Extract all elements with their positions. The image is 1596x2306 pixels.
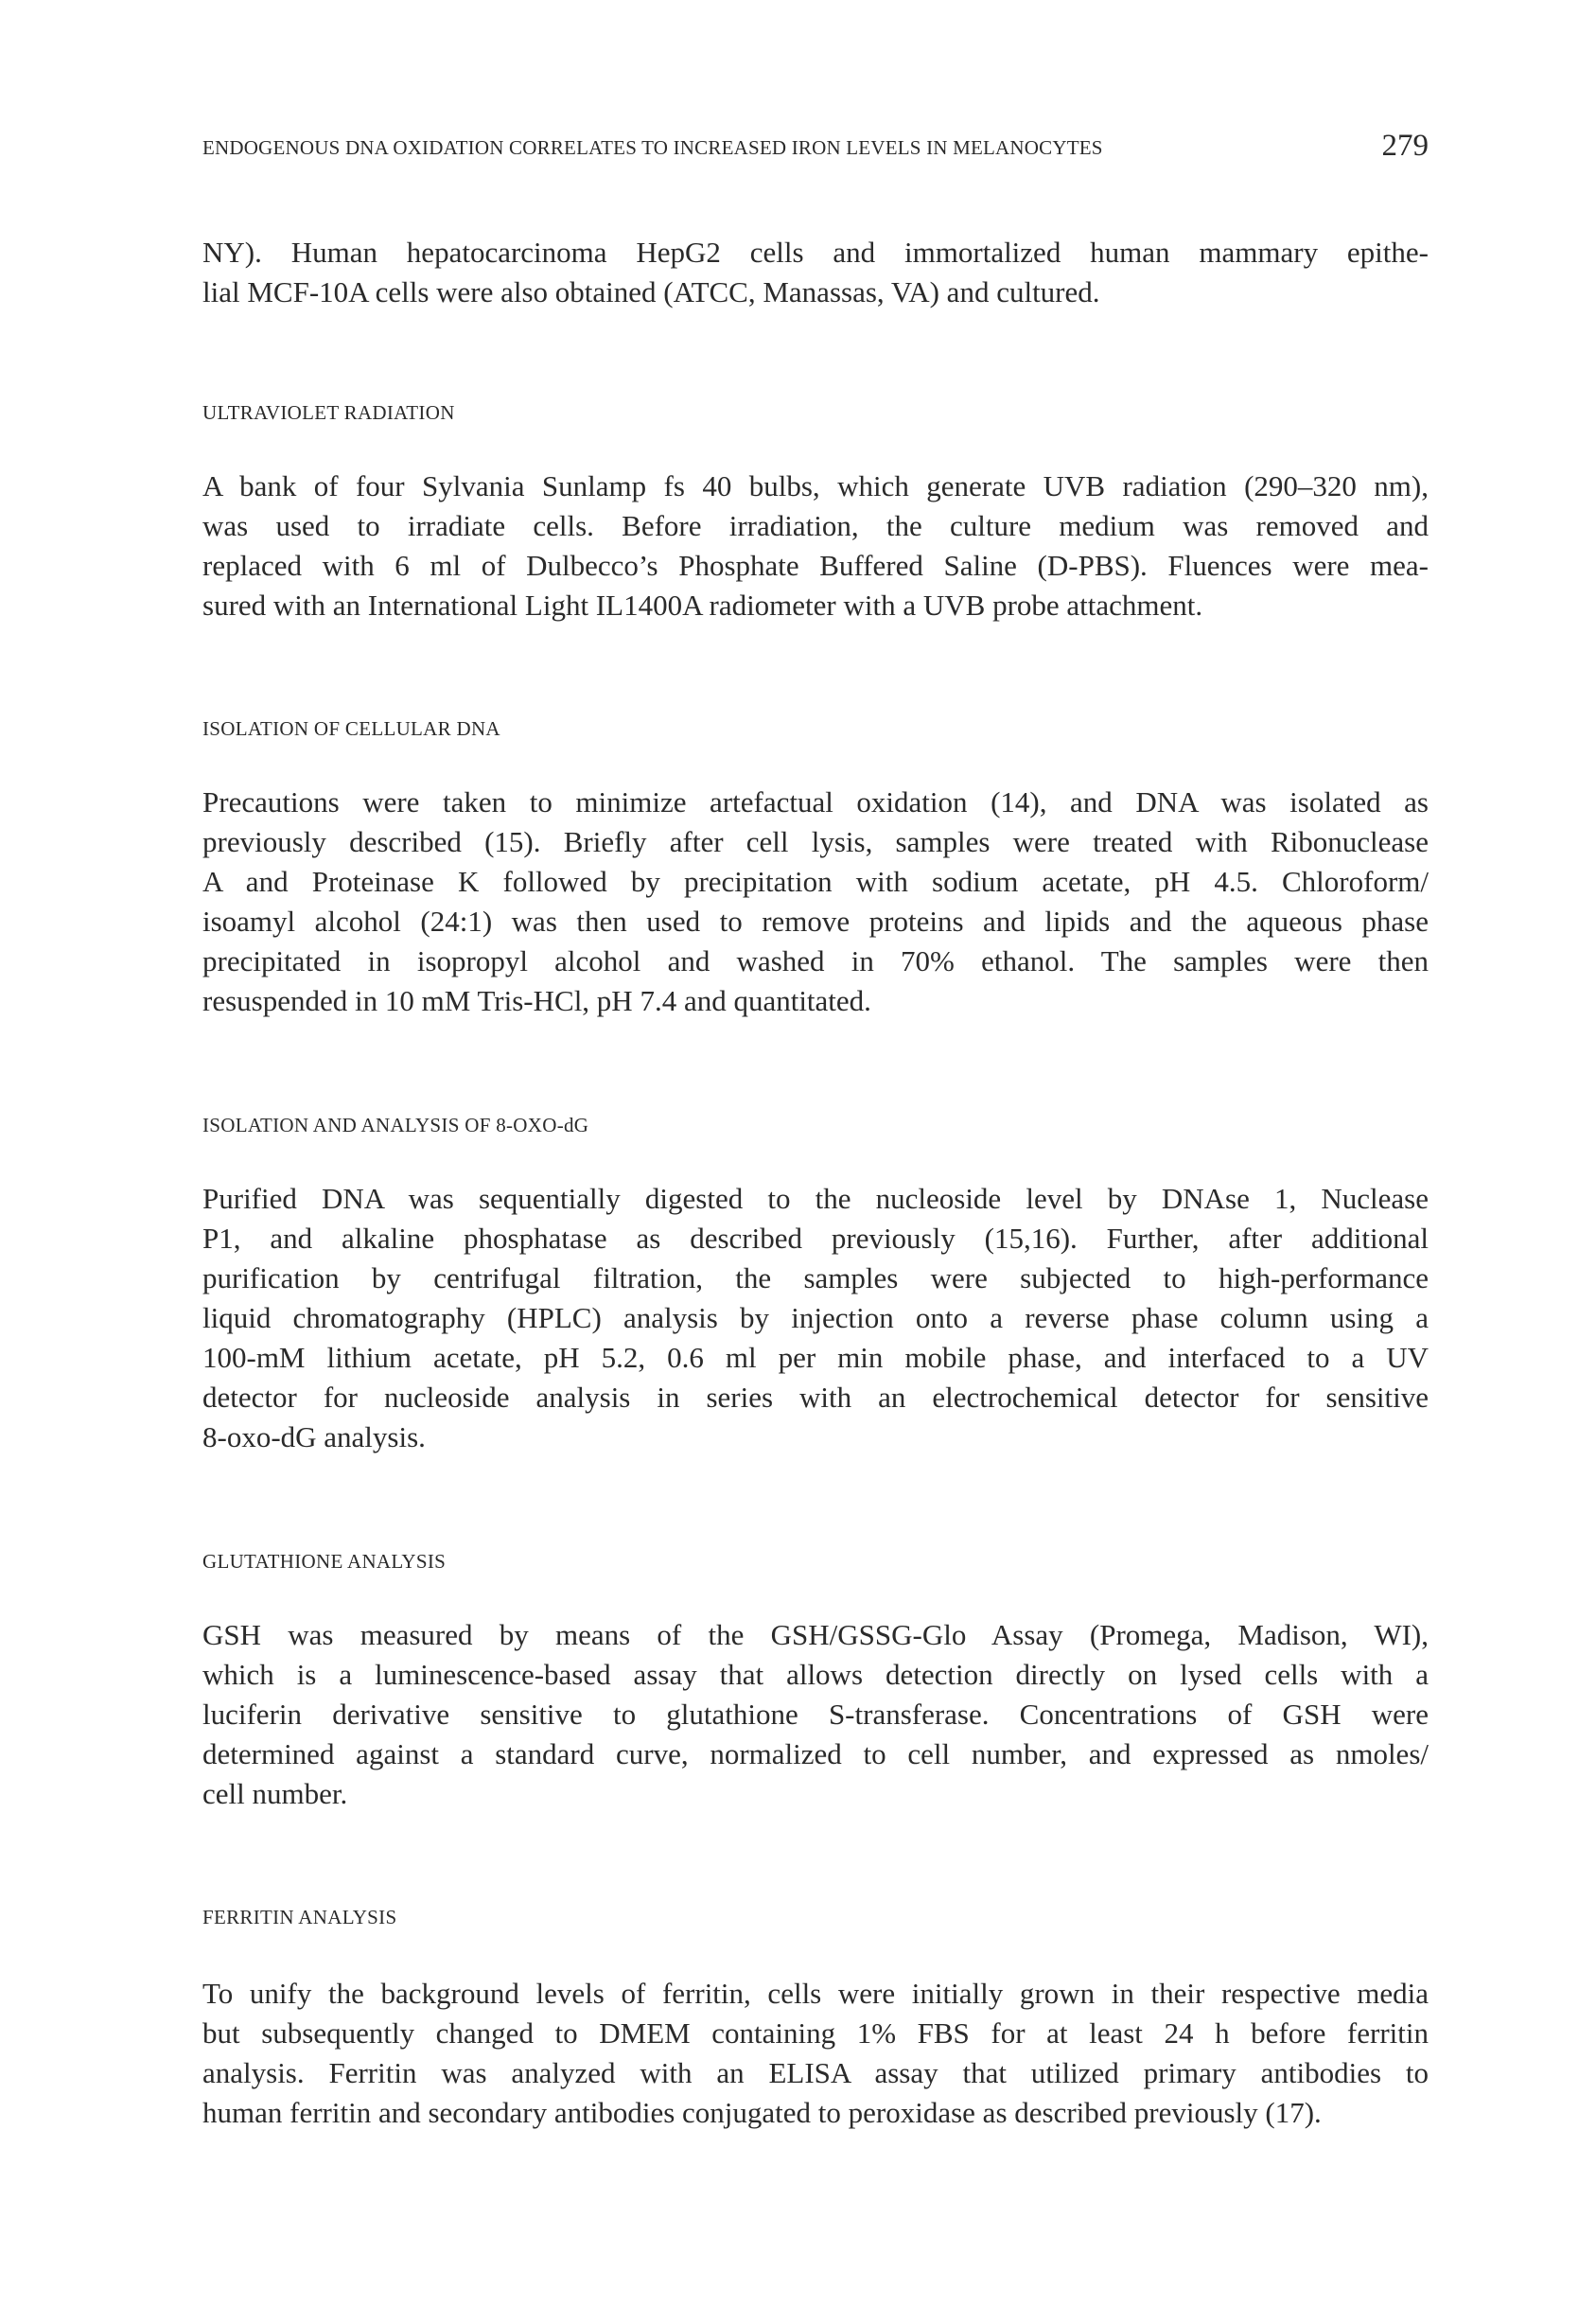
text-line: cell number. [202, 1777, 348, 1810]
running-header [202, 129, 1429, 167]
text-line: 100-mM lithium acetate, pH 5.2, 0.6 ml per min mobile phase, and interfaced to a UV [202, 1341, 1429, 1374]
text-line: but subsequently changed to DMEM containing 1% FBS for at least 24 h before ferritin [202, 2016, 1429, 2050]
text-line: analysis. Ferritin was analyzed with an ELISA assay that utilized primary antibodies to [202, 2056, 1429, 2089]
text-line: luciferin derivative sensitive to glutathione S-transferase. Concentrations of GSH were [202, 1698, 1429, 1731]
text-line: To unify the background levels of ferritin, cells were initially grown in their respective media [202, 1977, 1429, 2010]
text-line: Purified DNA was sequentially digested to the nucleoside level by DNAse 1, Nuclease [202, 1182, 1429, 1215]
text-line: liquid chromatography (HPLC) analysis by injection onto a reverse phase column using a [202, 1301, 1429, 1334]
text-line: isoamyl alcohol (24:1) was then used to remove proteins and lipids and the aqueous phase [202, 905, 1429, 938]
running-title: ENDOGENOUS DNA OXIDATION CORRELATES TO INCREASED IRON LEVELS IN MELANOCYTES [202, 136, 1103, 159]
text-line: A and Proteinase K followed by precipitation with sodium acetate, pH 4.5. Chloroform/ [202, 865, 1429, 898]
text-line: A bank of four Sylvania Sunlamp fs 40 bulbs, which generate UVB radiation (290–320 nm), [202, 469, 1429, 502]
text-line: NY). Human hepatocarcinoma HepG2 cells and immortalized human mammary epithe- [202, 236, 1429, 269]
body-paragraph [202, 783, 1429, 1021]
text-line: purification by centrifugal filtration, the samples were subjected to high-performance [202, 1261, 1429, 1294]
text-line: detector for nucleoside analysis in series with an electrochemical detector for sensitive [202, 1381, 1429, 1414]
text-line: 8-oxo-dG analysis. [202, 1420, 426, 1453]
page-number: 279 [1381, 129, 1429, 163]
text-line: sured with an International Light IL1400A radiometer with a UVB probe attachment. [202, 589, 1203, 622]
text-line: replaced with 6 ml of Dulbecco’s Phosphate Buffered Saline (D-PBS). Fluences were mea- [202, 549, 1429, 582]
text-line: precipitated in isopropyl alcohol and washed in 70% ethanol. The samples were then [202, 944, 1429, 977]
text-line: lial MCF-10A cells were also obtained (ATCC, Manassas, VA) and cultured. [202, 275, 1100, 308]
body-paragraph [202, 1615, 1429, 1814]
section-heading: FERRITIN ANALYSIS [202, 1906, 397, 1928]
body-paragraph [202, 1179, 1429, 1457]
section-heading: GLUTATHIONE ANALYSIS [202, 1550, 447, 1573]
section-heading: ISOLATION OF CELLULAR DNA [202, 717, 500, 740]
text-line: was used to irradiate cells. Before irradiation, the culture medium was removed and [202, 509, 1429, 542]
text-line: resuspended in 10 mM Tris-HCl, pH 7.4 and quantitated. [202, 984, 871, 1017]
section-heading: ISOLATION AND ANALYSIS OF 8-OXO-dG [202, 1114, 589, 1136]
text-line: previously described (15). Briefly after cell lysis, samples were treated with Ribonuclease [202, 825, 1429, 858]
text-line: human ferritin and secondary antibodies conjugated to peroxidase as described previously (17). [202, 2096, 1322, 2129]
section-heading: ULTRAVIOLET RADIATION [202, 401, 455, 424]
body-paragraph [202, 1974, 1429, 2133]
text-line: P1, and alkaline phosphatase as described previously (15,16). Further, after additional [202, 1222, 1429, 1255]
text-line: GSH was measured by means of the GSH/GSSG-Glo Assay (Promega, Madison, WI), [202, 1618, 1429, 1651]
body-paragraph [202, 233, 1429, 312]
text-line: determined against a standard curve, normalized to cell number, and expressed as nmoles/ [202, 1737, 1429, 1770]
text-line: which is a luminescence-based assay that allows detection directly on lysed cells with a [202, 1658, 1429, 1691]
body-paragraph [202, 466, 1429, 625]
text-line: Precautions were taken to minimize artefactual oxidation (14), and DNA was isolated as [202, 785, 1429, 819]
